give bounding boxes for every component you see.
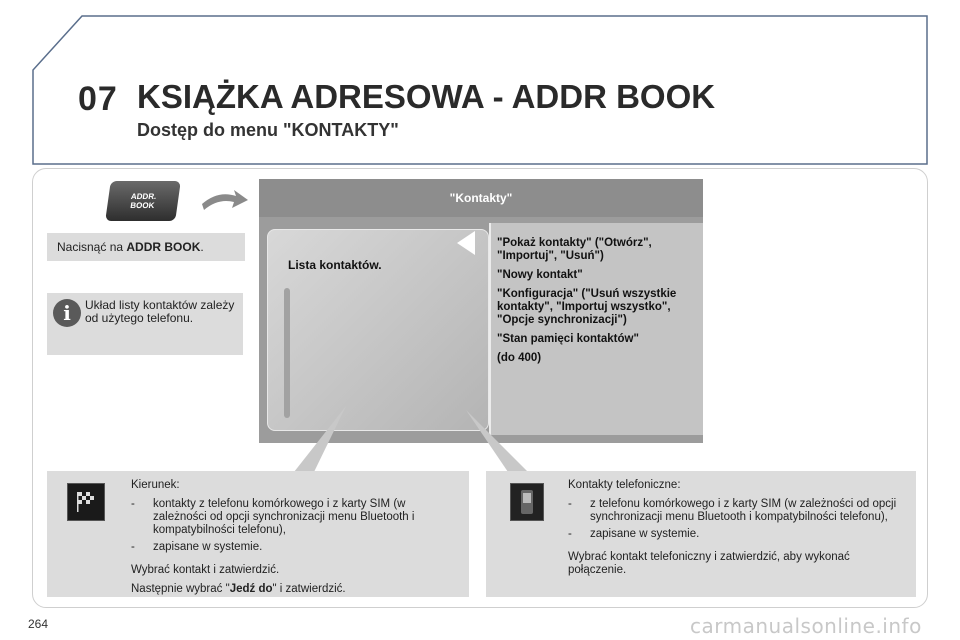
navigation-line2-suffix: " i zatwierdzić. bbox=[272, 583, 346, 595]
contact-list-scrollbar[interactable] bbox=[284, 288, 290, 418]
addr-book-button-line1: ADDR. bbox=[130, 192, 157, 201]
list-item: - zapisane w systemie. bbox=[568, 528, 700, 540]
curved-arrow-icon bbox=[200, 186, 250, 214]
callout-pointers bbox=[280, 400, 530, 475]
navigation-panel-text bbox=[131, 479, 461, 602]
info-icon: i bbox=[53, 299, 81, 327]
info-box bbox=[47, 293, 243, 355]
screen-title: "Kontakty" bbox=[259, 179, 703, 217]
menu-list bbox=[497, 237, 697, 371]
list-item: - kontakty z telefonu komórkowego i z karty SIM (w zależności od opcji synchronizacji menu Bluetooth i kompatybilności telefonu), bbox=[131, 498, 461, 537]
page-subtitle: Dostęp do menu "KONTAKTY" bbox=[137, 120, 399, 140]
menu-item-new-contact[interactable]: "Nowy kontakt" bbox=[497, 269, 583, 281]
list-item-text: zapisane w systemie. bbox=[590, 528, 700, 540]
navigation-line2 bbox=[131, 583, 461, 596]
phone-icon bbox=[510, 483, 544, 521]
addr-book-button[interactable] bbox=[105, 181, 181, 221]
menu-item-capacity: (do 400) bbox=[497, 352, 542, 364]
info-text: Układ listy kontaktów zależy od użytego telefonu. bbox=[85, 298, 235, 325]
list-item-text: zapisane w systemie. bbox=[153, 541, 263, 553]
list-item-text: z telefonu komórkowego i z karty SIM (w zależności od opcji synchronizacji menu Bluetooth i kompatybilności telefonu), bbox=[590, 498, 897, 523]
phone-contacts-line1: Wybrać kontakt telefoniczny i zatwierdzić, aby wykonać połączenie. bbox=[568, 551, 850, 576]
instruction-suffix: . bbox=[200, 240, 204, 254]
instruction-box bbox=[47, 233, 245, 261]
navigation-panel bbox=[47, 471, 469, 597]
phone-contacts-text bbox=[568, 479, 908, 583]
contact-list-label: Lista kontaktów. bbox=[288, 258, 382, 272]
navigation-heading: Kierunek: bbox=[131, 479, 180, 491]
watermark: carmanualsonline.info bbox=[690, 614, 922, 638]
checkered-flag-icon bbox=[67, 483, 105, 521]
instruction-prefix: Nacisnąć na bbox=[57, 240, 127, 254]
navigation-line1: Wybrać kontakt i zatwierdzić. bbox=[131, 564, 280, 576]
instruction-bold: ADDR BOOK bbox=[126, 240, 201, 254]
navigation-line2-prefix: Następnie wybrać " bbox=[131, 583, 230, 595]
list-item: - z telefonu komórkowego i z karty SIM (w zależności od opcji synchronizacji menu Bluetooth i kompatybilności telefonu), bbox=[568, 498, 908, 524]
list-item-text: kontakty z telefonu komórkowego i z karty SIM (w zależności od opcji synchronizacji menu Bluetooth i kompatybilności telefonu), bbox=[153, 498, 415, 536]
chapter-number: 07 bbox=[78, 80, 118, 118]
menu-item-show-contacts[interactable]: "Pokaż kontakty" ("Otwórz", "Importuj", "Usuń") bbox=[497, 237, 652, 262]
menu-item-memory-status[interactable]: "Stan pamięci kontaktów" bbox=[497, 333, 639, 345]
navigation-line2-bold: Jedź do bbox=[229, 583, 273, 595]
page-title: KSIĄŻKA ADRESOWA - ADDR BOOK bbox=[137, 78, 716, 115]
phone-contacts-heading: Kontakty telefoniczne: bbox=[568, 479, 681, 491]
phone-contacts-panel bbox=[486, 471, 916, 597]
back-triangle-icon[interactable] bbox=[457, 231, 475, 255]
list-item: - zapisane w systemie. bbox=[131, 541, 263, 553]
addr-book-button-line2: BOOK bbox=[129, 201, 155, 210]
page-number: 264 bbox=[28, 617, 49, 631]
menu-item-configuration[interactable]: "Konfiguracja" ("Usuń wszystkie kontakty", "Importuj wszystko", "Opcje synchronizacji") bbox=[497, 288, 677, 326]
